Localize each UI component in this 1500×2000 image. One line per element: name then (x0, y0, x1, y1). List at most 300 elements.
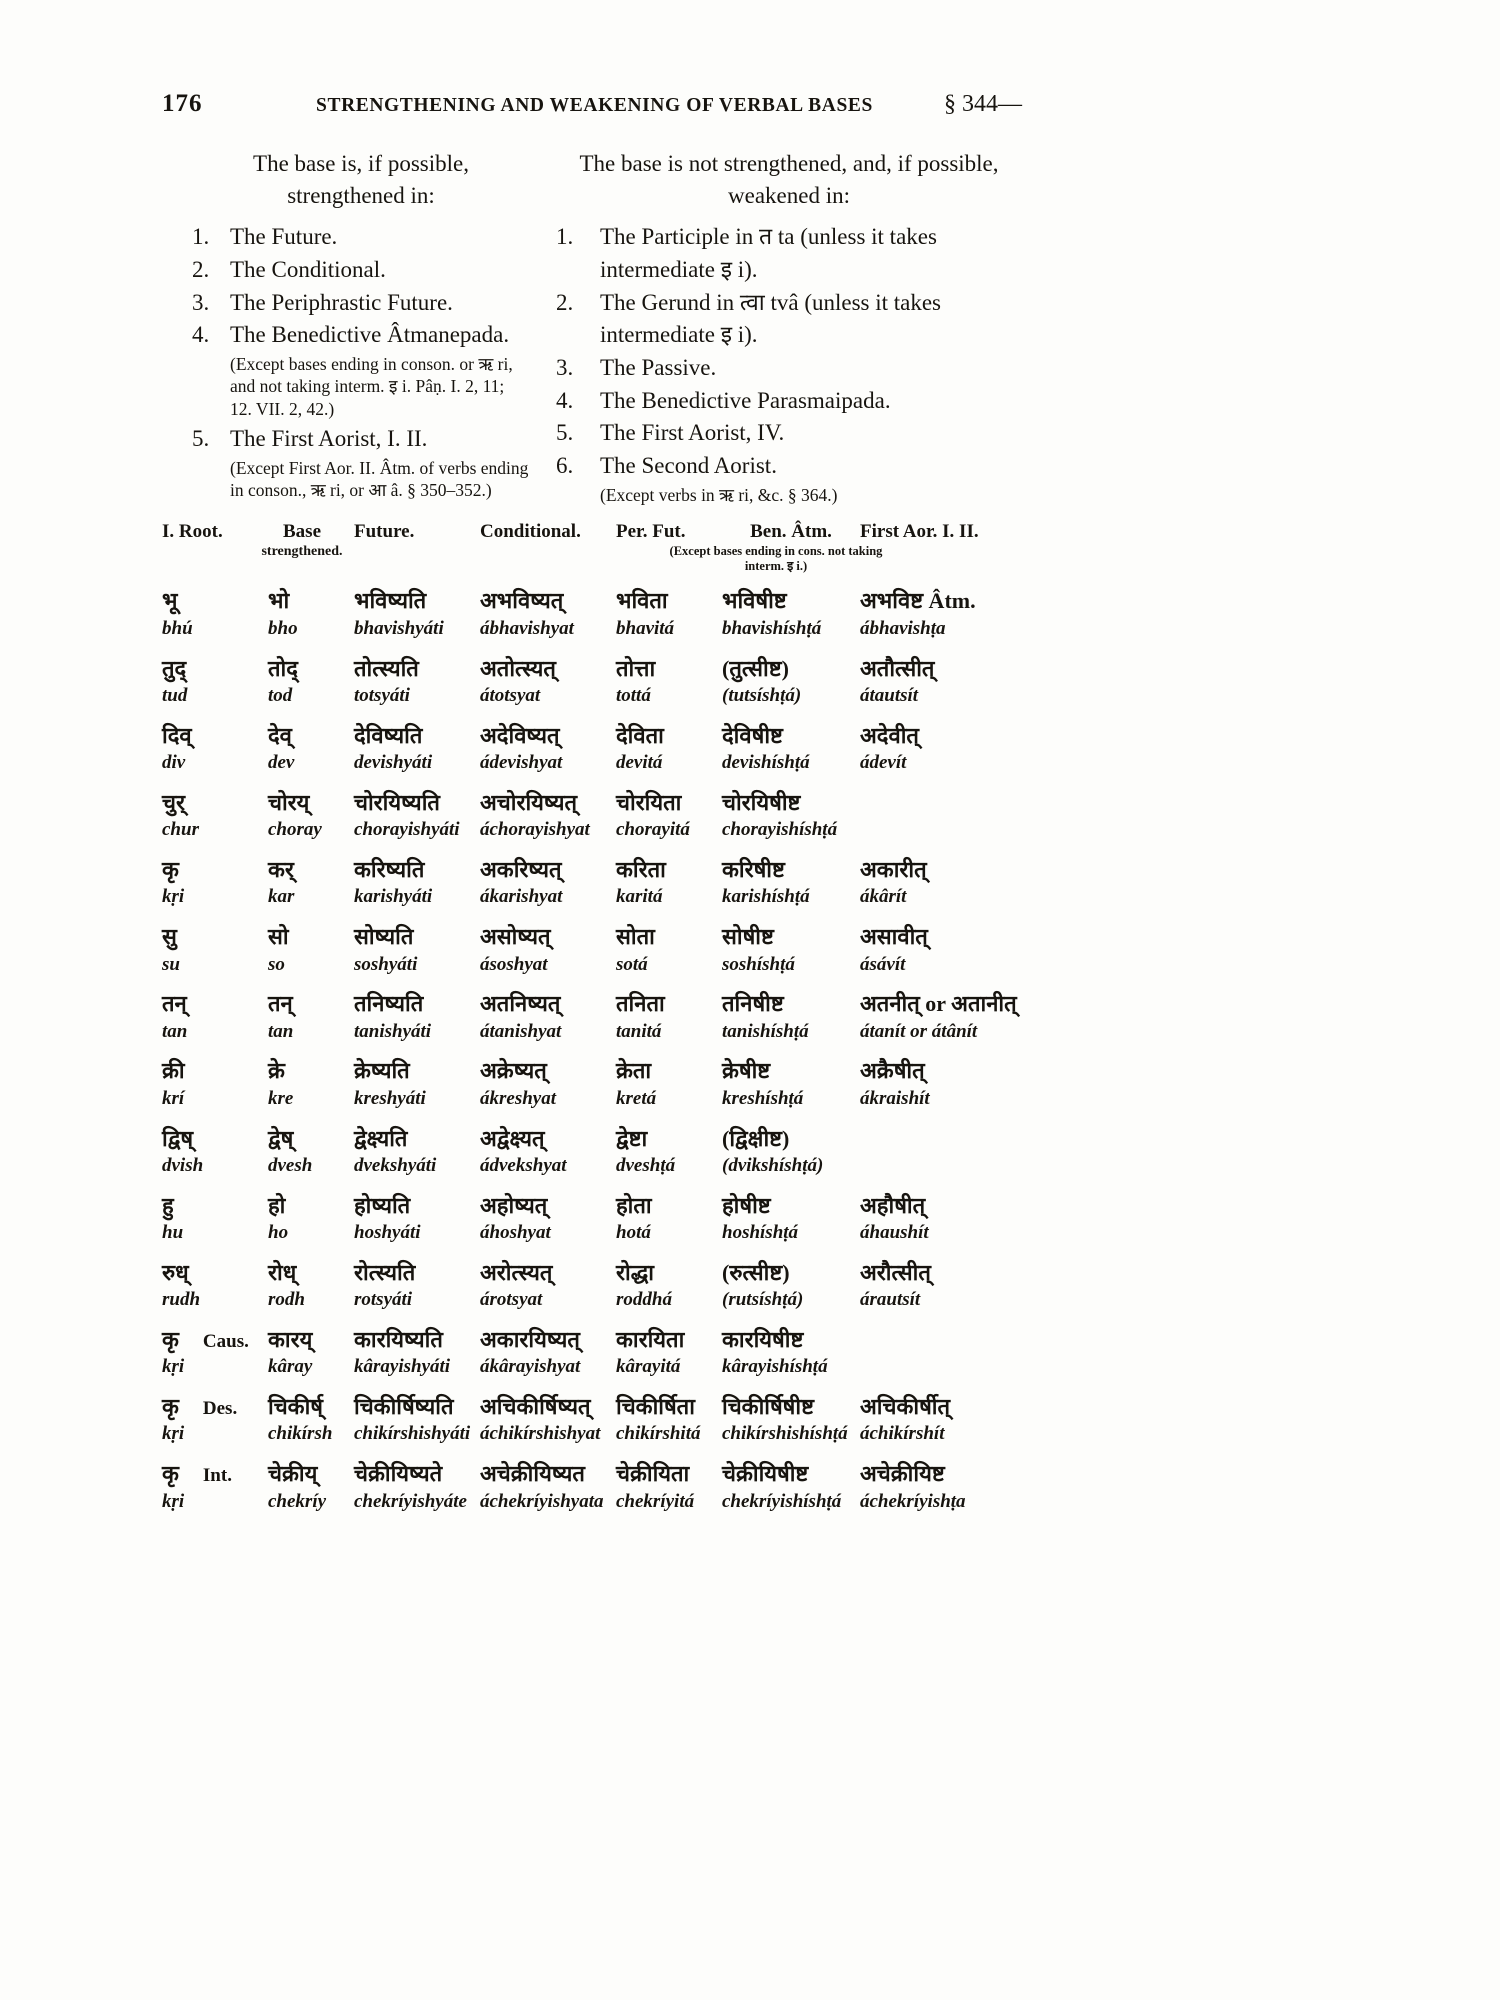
table-cell (480, 1126, 616, 1178)
table-cell (354, 790, 480, 842)
transliteration-text: chikírshitá (616, 1423, 701, 1445)
devanagari-line (480, 1461, 616, 1487)
devanagari-line (722, 1327, 860, 1353)
transliteration-text: ákârayishyat (480, 1356, 581, 1378)
devanagari-line (354, 1193, 480, 1219)
table-cell (722, 656, 860, 708)
transliteration-text: kṛi (162, 1423, 185, 1445)
devanagari-line (722, 991, 860, 1017)
devanagari-text: असावीत् (860, 924, 928, 950)
devanagari-text: क्रेता (616, 1058, 652, 1084)
table-cell (480, 1058, 616, 1110)
devanagari-text: द्वेष्टा (616, 1125, 648, 1151)
devanagari-text: (तुत्सीष्ट) (722, 655, 789, 681)
devanagari-line (354, 924, 480, 950)
devanagari-line (722, 1126, 860, 1152)
transliteration-text: ákârít (860, 886, 907, 908)
devanagari-line (616, 1327, 722, 1353)
table-cell (722, 857, 860, 909)
table-cell (860, 723, 1022, 775)
devanagari-line (268, 924, 354, 950)
devanagari-text: भविषीष्ट (722, 588, 787, 614)
column-header-label: Future. (354, 521, 415, 543)
devanagari-text: अतनीत् or अतानीत् (860, 991, 1017, 1017)
transliteration-text: tanishíshṭá (722, 1020, 809, 1042)
devanagari-text: (द्विक्षीष्ट) (722, 1125, 790, 1151)
transliteration-text: rotsyáti (354, 1289, 413, 1311)
devanagari-line (354, 1327, 480, 1353)
devanagari-text: अदेवीत् (860, 722, 919, 748)
devanagari-text: अहोष्यत् (480, 1192, 548, 1218)
list-item (162, 221, 512, 254)
devanagari-line (268, 1260, 354, 1286)
table-cell (354, 1260, 480, 1312)
transliteration-text: hu (162, 1222, 184, 1244)
weakened-list (556, 221, 1022, 506)
table-cell (722, 723, 860, 775)
devanagari-line (354, 857, 480, 883)
transliteration-text: chorayishíshṭá (722, 819, 838, 841)
devanagari-line (860, 991, 1022, 1017)
transliteration-text: karishíshṭá (722, 886, 810, 908)
devanagari-line (268, 1126, 354, 1152)
devanagari-text: चिकीर्षिता (616, 1394, 695, 1420)
devanagari-line (162, 1193, 250, 1219)
table-cell (354, 1394, 480, 1446)
devanagari-line (616, 991, 722, 1017)
table-cell (354, 588, 480, 640)
devanagari-text: देविष्यति (354, 722, 423, 748)
table-cell (616, 1126, 722, 1178)
verb-class-marker: Des. (202, 1398, 238, 1420)
transliteration-text: ádevít (860, 752, 907, 774)
devanagari-text: तोद् (268, 655, 298, 681)
table-cell (616, 1461, 722, 1513)
table-cell (616, 857, 722, 909)
column-header-label: I. Root. (162, 521, 223, 543)
table-cell (354, 723, 480, 775)
table-cell (722, 1058, 860, 1110)
devanagari-line (162, 588, 250, 614)
strengthened-heading: The base is, if possible, strengthened in: (253, 151, 469, 208)
transliteration-text: árautsít (860, 1289, 921, 1311)
devanagari-line (860, 656, 1022, 682)
devanagari-line (162, 857, 250, 883)
table-cell (860, 1260, 1022, 1312)
list-item-number: 3. (192, 289, 210, 315)
table-cell (616, 588, 722, 640)
transliteration-text: átanít or átânít (860, 1020, 978, 1042)
devanagari-line (722, 588, 860, 614)
transliteration-text: su (162, 953, 180, 975)
transliteration-text: kreshíshṭá (722, 1087, 804, 1109)
transliteration-text: tan (162, 1020, 188, 1042)
table-cell (860, 1327, 1022, 1379)
devanagari-line (480, 991, 616, 1017)
devanagari-text: सोता (616, 924, 655, 950)
list-item-number: 2. (556, 289, 574, 315)
transliteration-text: chekríyishyáte (354, 1490, 467, 1512)
transliteration-text: áhaushít (860, 1222, 929, 1244)
list-item-text: The Gerund in त्वा tvâ (unless it takes intermediate इ i). (600, 289, 942, 348)
devanagari-text: रुध् (162, 1259, 189, 1285)
devanagari-line (354, 1260, 480, 1286)
transliteration-text: soshíshṭá (722, 953, 795, 975)
transliteration-text: kârayishíshṭá (722, 1356, 828, 1378)
devanagari-line (162, 924, 250, 950)
devanagari-text: तनिषीष्ट (722, 991, 784, 1017)
transliteration-text: bho (268, 617, 298, 639)
column-header (669, 521, 883, 573)
list-item (162, 287, 512, 320)
devanagari-text: तन् (162, 991, 187, 1017)
list-item-text: The Periphrastic Future. (230, 289, 453, 315)
table-cell (860, 857, 1022, 909)
devanagari-line (860, 924, 1022, 950)
transliteration-text: dvish (162, 1154, 204, 1176)
table-header-row (162, 521, 1022, 573)
table-cell (480, 924, 616, 976)
devanagari-line (480, 656, 616, 682)
list-item-text: The Second Aorist. (600, 453, 777, 479)
devanagari-text: क्री (162, 1058, 185, 1084)
devanagari-text: अतौत्सीत् (860, 655, 935, 681)
devanagari-text: भो (268, 588, 290, 614)
verb-class-marker: Caus. (202, 1330, 249, 1352)
devanagari-text: सोष्यति (354, 924, 414, 950)
column-header (860, 521, 1022, 573)
transliteration-text: ákarishyat (480, 886, 563, 908)
transliteration-text: kar (268, 886, 295, 908)
devanagari-text: चुर् (162, 789, 185, 815)
table-cell (162, 1260, 250, 1312)
column-header-subnote: (Except bases ending in cons. not taking interm. इ i.) (669, 543, 883, 573)
table-cell (480, 1394, 616, 1446)
devanagari-line (162, 991, 250, 1017)
transliteration-text: totsyáti (354, 684, 410, 706)
devanagari-text: कृ (162, 1326, 179, 1352)
table-cell (480, 656, 616, 708)
column-header-label: First Aor. I. II. (860, 521, 979, 543)
devanagari-text: सो (268, 924, 289, 950)
table-cell (354, 1327, 480, 1379)
devanagari-text: अहौषीत् (860, 1192, 926, 1218)
devanagari-text: तुद् (162, 655, 187, 681)
table-cell (162, 723, 250, 775)
transliteration-text: tud (162, 684, 188, 706)
devanagari-text: होता (616, 1192, 652, 1218)
transliteration-text: (dvikshíshṭá) (722, 1154, 824, 1176)
devanagari-text: तन् (268, 991, 293, 1017)
devanagari-line (722, 1260, 860, 1286)
devanagari-line (616, 1126, 722, 1152)
devanagari-text: अरोत्स्यत् (480, 1259, 553, 1285)
transliteration-text: kârayitá (616, 1356, 681, 1378)
table-cell (616, 723, 722, 775)
table-cell (480, 1260, 616, 1312)
transliteration-text: ábhavishyat (480, 617, 574, 639)
table-cell (722, 1260, 860, 1312)
devanagari-line (354, 991, 480, 1017)
table-cell (162, 1193, 250, 1245)
devanagari-line (162, 1461, 250, 1487)
devanagari-line (722, 1058, 860, 1084)
transliteration-text: sotá (616, 953, 648, 975)
transliteration-text: rodh (268, 1289, 305, 1311)
table-cell (722, 1461, 860, 1513)
transliteration-text: kṛi (162, 1356, 185, 1378)
list-item-number: 1. (556, 224, 574, 250)
transliteration-text: áchikírshít (860, 1423, 945, 1445)
transliteration-text: devitá (616, 752, 663, 774)
table-row (162, 1193, 1022, 1245)
table-cell (480, 790, 616, 842)
devanagari-text: कारय् (268, 1326, 313, 1352)
table-cell (722, 588, 860, 640)
list-item-note: (Except bases ending in conson. or ऋ ri, and not taking interm. इ i. Pâṇ. I. 2, 11; 12. VII. 2, 42.) (230, 354, 513, 419)
paradigm-table (162, 521, 1022, 1513)
verb-class-marker: Int. (202, 1465, 232, 1487)
table-cell (722, 1327, 860, 1379)
table-cell (250, 1394, 354, 1446)
devanagari-line (616, 924, 722, 950)
table-cell (250, 1058, 354, 1110)
table-cell (162, 857, 250, 909)
transliteration-text: ábhavishṭa (860, 617, 946, 639)
transliteration-text: hoshyáti (354, 1222, 421, 1244)
transliteration-text: choray (268, 819, 322, 841)
list-item (556, 450, 1022, 506)
transliteration-text: dvekshyáti (354, 1154, 437, 1176)
devanagari-line (354, 656, 480, 682)
transliteration-text: karitá (616, 886, 663, 908)
devanagari-line (860, 1260, 1022, 1286)
column-header (354, 521, 480, 573)
column-header-label: Conditional. (480, 521, 581, 543)
table-cell (616, 1327, 722, 1379)
list-item-number: 2. (192, 257, 210, 283)
list-item-number: 1. (192, 224, 210, 250)
devanagari-line (480, 1260, 616, 1286)
table-cell (354, 656, 480, 708)
table-cell (162, 1394, 250, 1446)
devanagari-text: अक्रैषीत् (860, 1058, 925, 1084)
devanagari-line (722, 656, 860, 682)
devanagari-text: अकारीत् (860, 856, 927, 882)
transliteration-text: chikírshishyáti (354, 1423, 471, 1445)
column-header (250, 521, 354, 573)
transliteration-text: kṛi (162, 1490, 185, 1512)
transliteration-text: div (162, 752, 186, 774)
column-header-subnote: strengthened. (261, 543, 343, 559)
column-header (162, 521, 250, 573)
list-item (556, 385, 1022, 418)
devanagari-line (480, 857, 616, 883)
transliteration-text: chorayitá (616, 819, 690, 841)
transliteration-text: bhavitá (616, 617, 675, 639)
devanagari-line (162, 723, 250, 749)
devanagari-line (480, 1327, 616, 1353)
transliteration-text: chekríyishíshṭá (722, 1490, 842, 1512)
devanagari-line (722, 1461, 860, 1487)
devanagari-line (268, 1327, 354, 1353)
transliteration-text: bhavishyáti (354, 617, 444, 639)
table-cell (616, 991, 722, 1043)
devanagari-line (268, 1394, 354, 1420)
devanagari-text: सोषीष्ट (722, 924, 774, 950)
devanagari-text: कृ (162, 1461, 179, 1487)
table-cell (480, 991, 616, 1043)
devanagari-text: चोरय् (268, 789, 310, 815)
table-cell (722, 1126, 860, 1178)
transliteration-text: chekríy (268, 1490, 327, 1512)
transliteration-text: rudh (162, 1289, 201, 1311)
devanagari-text: दिव् (162, 722, 192, 748)
transliteration-text: chekríyitá (616, 1490, 695, 1512)
table-cell (162, 588, 250, 640)
transliteration-text: tod (268, 684, 293, 706)
transliteration-text: árotsyat (480, 1289, 543, 1311)
devanagari-line (722, 723, 860, 749)
page-title: STRENGTHENING AND WEAKENING OF VERBAL BASES (316, 95, 873, 116)
table-cell (860, 924, 1022, 976)
list-item (556, 221, 1022, 286)
devanagari-text: रोद्धा (616, 1259, 654, 1285)
transliteration-text: kretá (616, 1087, 657, 1109)
transliteration-text: soshyáti (354, 953, 418, 975)
devanagari-text: भू (162, 588, 178, 614)
table-cell (616, 924, 722, 976)
transliteration-text: áhoshyat (480, 1222, 551, 1244)
devanagari-line (268, 723, 354, 749)
devanagari-text: अतनिष्यत् (480, 991, 561, 1017)
list-item-text: The Benedictive Âtmanepada. (230, 322, 510, 348)
devanagari-line (860, 723, 1022, 749)
devanagari-line (860, 588, 1022, 614)
intro-section (162, 148, 1022, 509)
devanagari-line (354, 723, 480, 749)
devanagari-text: होषीष्ट (722, 1192, 771, 1218)
list-item-text: The Future. (230, 224, 338, 250)
devanagari-line (268, 857, 354, 883)
table-row (162, 1461, 1022, 1513)
table-row (162, 1394, 1022, 1446)
table-cell (480, 1193, 616, 1245)
page-content (162, 90, 1022, 1513)
table-cell (354, 1058, 480, 1110)
table-cell (722, 1193, 860, 1245)
table-cell (616, 656, 722, 708)
devanagari-line (162, 1260, 250, 1286)
devanagari-line (616, 1058, 722, 1084)
list-item-text: The Benedictive Parasmaipada. (600, 387, 891, 413)
transliteration-text: ásávít (860, 953, 906, 975)
devanagari-text: कर् (268, 856, 294, 882)
devanagari-text: तोत्ता (616, 655, 656, 681)
table-cell (860, 1461, 1022, 1513)
weakened-heading: The base is not strengthened, and, if possible, weakened in: (579, 151, 999, 208)
devanagari-line (616, 1193, 722, 1219)
table-cell (722, 1394, 860, 1446)
devanagari-text: अरौत्सीत् (860, 1259, 931, 1285)
table-row (162, 991, 1022, 1043)
devanagari-line (354, 1394, 480, 1420)
transliteration-text: chikírshishíshṭá (722, 1423, 848, 1445)
devanagari-text: अचेक्रीयिष्ट (860, 1461, 945, 1487)
transliteration-text: devishyáti (354, 752, 433, 774)
devanagari-line (162, 1058, 250, 1084)
devanagari-text: करिष्यति (354, 856, 425, 882)
devanagari-line (616, 1260, 722, 1286)
devanagari-text: हु (162, 1192, 174, 1218)
list-item (162, 254, 512, 287)
devanagari-text: रोध् (268, 1259, 297, 1285)
devanagari-text: हो (268, 1192, 286, 1218)
transliteration-text: áchikírshishyat (480, 1423, 601, 1445)
table-cell (616, 790, 722, 842)
transliteration-text: ásoshyat (480, 953, 548, 975)
devanagari-text: क्रेषीष्ट (722, 1058, 771, 1084)
table-cell (860, 588, 1022, 640)
devanagari-text: चेक्रीयिष्यते (354, 1461, 443, 1487)
list-item-number: 3. (556, 355, 574, 381)
table-cell (860, 991, 1022, 1043)
devanagari-line (354, 1058, 480, 1084)
table-cell (354, 1126, 480, 1178)
devanagari-text: चिकीर्ष् (268, 1394, 323, 1420)
devanagari-line (616, 1461, 722, 1487)
transliteration-text: hotá (616, 1222, 651, 1244)
devanagari-line (354, 1126, 480, 1152)
devanagari-text: अकारयिष्यत् (480, 1326, 580, 1352)
devanagari-line (162, 1327, 250, 1353)
table-cell (860, 656, 1022, 708)
table-cell (162, 656, 250, 708)
table-cell (162, 991, 250, 1043)
devanagari-text: चोरयिषीष्ट (722, 789, 801, 815)
list-item-text: The Conditional. (230, 257, 386, 283)
page-header (162, 90, 1022, 118)
devanagari-text: तनिष्यति (354, 991, 424, 1017)
transliteration-text: bhú (162, 617, 193, 639)
table-cell (722, 924, 860, 976)
list-item-text: The First Aorist, IV. (600, 420, 785, 446)
devanagari-line (480, 1394, 616, 1420)
devanagari-text: करिता (616, 856, 666, 882)
transliteration-text: chorayishyáti (354, 819, 460, 841)
list-item-text: The First Aorist, I. II. (230, 426, 428, 452)
devanagari-text: द्वेक्ष्यति (354, 1125, 408, 1151)
table-cell (250, 723, 354, 775)
devanagari-line (480, 1058, 616, 1084)
table-row (162, 656, 1022, 708)
devanagari-line (162, 656, 250, 682)
transliteration-text: tan (268, 1020, 294, 1042)
weakened-column (556, 148, 1022, 509)
transliteration-text: ákreshyat (480, 1087, 556, 1109)
table-cell (860, 790, 1022, 842)
list-item (556, 287, 1022, 352)
devanagari-line (616, 857, 722, 883)
list-item-number: 4. (192, 322, 210, 348)
table-cell (250, 1193, 354, 1245)
devanagari-text: चिकीर्षिषीष्ट (722, 1394, 814, 1420)
table-row (162, 857, 1022, 909)
devanagari-line (162, 790, 250, 816)
table-cell (860, 1193, 1022, 1245)
table-cell (616, 1193, 722, 1245)
table-cell (354, 924, 480, 976)
